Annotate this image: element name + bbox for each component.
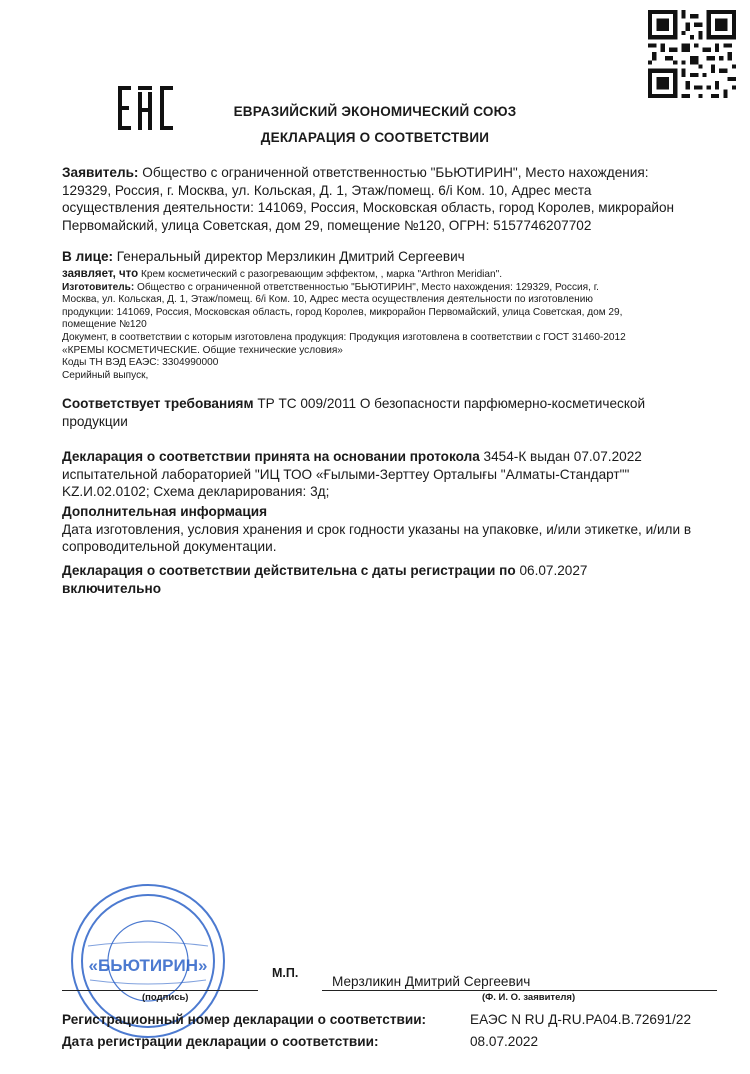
requirements-line: продукции [62,413,128,429]
manufacturer-line: Изготовитель: Общество с ограниченной ответственностью "БЬЮТИРИН", Место нахождения: 129329, Россия, г. [62,281,599,293]
codes-line: Коды ТН ВЭД ЕАЭС: 3304990000 [62,357,219,369]
declaration-title: ДЕКЛАРАЦИЯ О СООТВЕТСТВИИ [260,130,490,145]
applicant-line: Заявитель: Общество с ограниченной ответственностью "БЬЮТИРИН", Место нахождения: [62,165,649,180]
representative-line [62,248,722,266]
mp-label: М.П. [272,966,299,980]
union-title: ЕВРАЗИЙСКИЙ ЭКОНОМИЧЕСКИЙ СОЮЗ [233,104,517,119]
declares-label: заявляет, что [62,268,139,280]
validity-label-2: включительно [62,580,162,596]
qr-code-icon [648,10,736,98]
document-line: Документ, в соответствии с которым изготовлена продукция: Продукция изготовлена в соответствии с ГОСТ 31460-2012 [62,331,626,343]
applicant-section [62,164,722,234]
protocol-line: испытательной лабораторией "ИЦ ТОО «Ғылыми-Зерттеу Орталығы "Алматы-Стандарт"" [62,466,630,482]
registration-number-value: ЕАЭС N RU Д-RU.РА04.В.72691/22 [470,1012,692,1027]
signature-line [62,990,258,991]
protocol-section [62,448,722,501]
signature-caption: (подпись) [142,992,189,1003]
applicant-label: Заявитель: [62,165,139,180]
registration-date-value: 08.07.2022 [470,1034,539,1049]
additional-heading: Дополнительная информация [62,504,268,519]
product-line [62,268,722,282]
validity-section [62,562,722,597]
registration-date-label: Дата регистрации декларации о соответствии: [62,1034,379,1049]
protocol-value: 3454-К выдан 07.07.2022 [479,449,642,464]
manufacturer-label: Изготовитель: [62,281,135,293]
representative-value: Генеральный директор Мерзликин Дмитрий Сергеевич [113,249,465,264]
serial-line: Серийный выпуск, [62,369,149,381]
seal-text: «БЬЮТИРИН» [88,956,208,975]
applicant-line: 129329, Россия, г. Москва, ул. Кольская, Д. 1, Этаж/помещ. 6/i Ком. 10, Адрес места [62,182,592,198]
applicant-line: Первомайский, улица Советская, дом 29, помещение №120, ОГРН: 5157746207702 [62,217,592,233]
validity-label: Декларация о соответствии действительна с даты регистрации по [62,563,516,578]
requirements-value: ТР ТС 009/2011 О безопасности парфюмерно-косметической [253,396,646,411]
representative-label: В лице: [62,249,114,264]
applicant-line: осуществления деятельности: 141069, Россия, Московская область, город Королев, микрорайон [62,200,675,215]
fio-caption: (Ф. И. О. заявителя) [482,992,576,1003]
additional-line: сопроводительной документации. [62,539,277,554]
additional-line: Дата изготовления, условия хранения и срок годности указаны на упаковке, и/или этикетке, и/или в [62,521,692,537]
requirements-label: Соответствует требованиям [62,396,254,411]
manufacturer-line: помещение №120 [62,319,147,331]
validity-value: 06.07.2027 [515,563,588,578]
fio-line [322,990,717,991]
document-line: «КРЕМЫ КОСМЕТИЧЕСКИЕ. Общие технические условия» [62,344,343,356]
declares-section [62,268,722,382]
protocol-label: Декларация о соответствии принята на основании протокола [62,449,480,464]
manufacturer-line: продукции: 141069, Россия, Московская область, город Королев, микрорайон Первомайский, улица Советская, дом 29, [62,306,623,318]
registration-number-label: Регистрационный номер декларации о соответствии: [62,1012,427,1027]
requirements-section [62,395,722,430]
additional-section [62,503,722,556]
protocol-line: KZ.И.02.0102; Схема декларирования: 3д; [62,484,330,499]
fio-value: Мерзликин Дмитрий Сергеевич [332,974,531,989]
manufacturer-line: Москва, ул. Кольская, Д. 1, Этаж/помещ. 6/i Ком. 10, Адрес места осуществления деятельности по изготовлению [62,294,593,306]
product-value: Крем косметический с разогревающим эффектом, , марка "Arthron Meridian". [138,269,503,280]
